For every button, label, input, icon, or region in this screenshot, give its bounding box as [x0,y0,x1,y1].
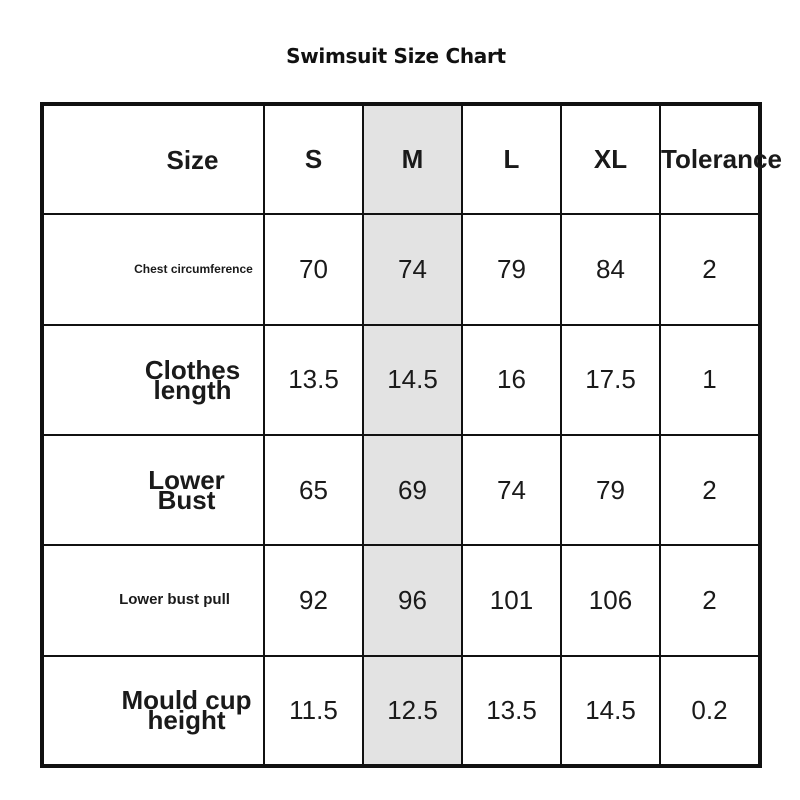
size-xl-header: XL [561,104,660,214]
chart-title: Swimsuit Size Chart [286,44,506,68]
table-row [42,545,760,655]
value-cell: 14.5 [561,656,660,766]
size-l-header: L [462,104,561,214]
value-cell: 17.5 [561,325,660,435]
size-m-header: M [363,104,462,214]
value-cell: 96 [363,545,462,655]
tolerance-cell: 2 [660,214,760,324]
value-cell: 70 [264,214,363,324]
row-label: Lower bust pull [42,545,264,655]
value-cell: 106 [561,545,660,655]
row-label: Lower Bust [42,435,264,545]
value-cell: 74 [363,214,462,324]
row-label: Chest circumference [42,214,264,324]
tolerance-header: Tolerance [660,104,760,214]
size-header-cell: Size [42,104,264,214]
row-label: Clothes length [42,325,264,435]
tolerance-cell: 2 [660,435,760,545]
value-cell: 16 [462,325,561,435]
value-cell: 101 [462,545,561,655]
value-cell: 84 [561,214,660,324]
tolerance-cell: 2 [660,545,760,655]
table-row [42,435,760,545]
value-cell: 74 [462,435,561,545]
row-label: Mould cup height [42,656,264,766]
size-s-header: S [264,104,363,214]
table-row [42,214,760,324]
value-cell: 12.5 [363,656,462,766]
value-cell: 13.5 [264,325,363,435]
size-table [40,102,782,768]
value-cell: 79 [561,435,660,545]
table-row [42,325,760,435]
header-row [42,104,760,214]
table-row [42,656,760,766]
tolerance-cell: 0.2 [660,656,760,766]
value-cell: 79 [462,214,561,324]
value-cell: 14.5 [363,325,462,435]
tolerance-cell: 1 [660,325,760,435]
value-cell: 65 [264,435,363,545]
value-cell: 13.5 [462,656,561,766]
value-cell: 69 [363,435,462,545]
value-cell: 92 [264,545,363,655]
value-cell: 11.5 [264,656,363,766]
